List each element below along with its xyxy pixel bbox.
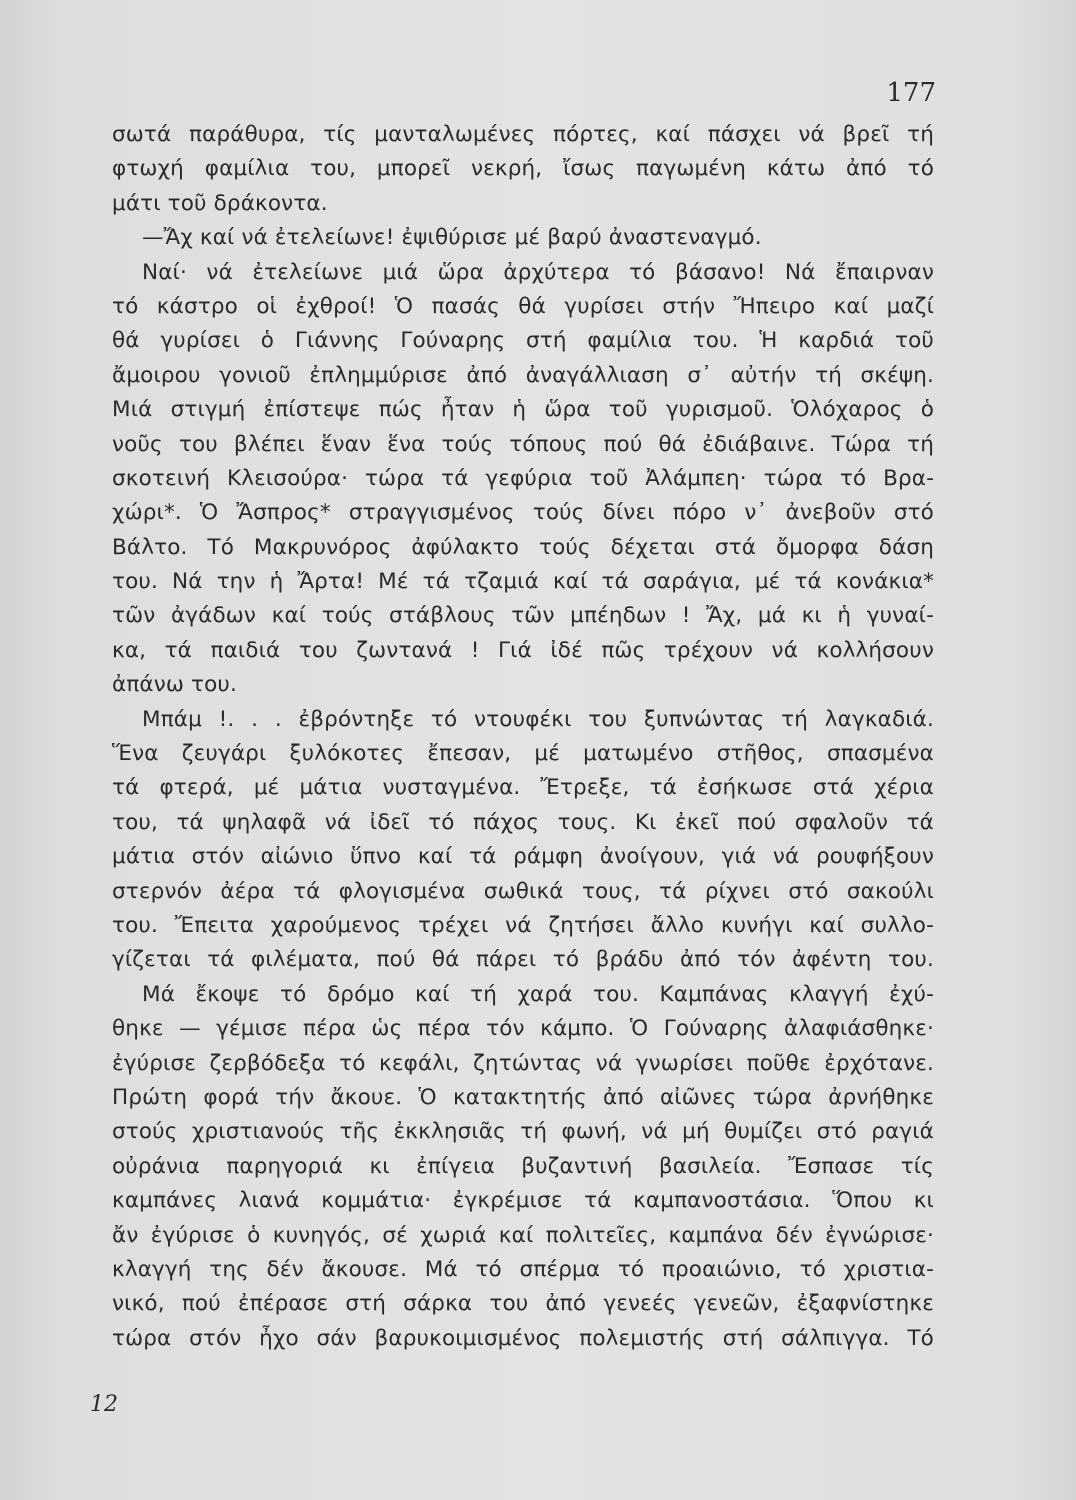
text-line: του. Ἔπειτα χαρούμενος τρέχει νά ζητήσει ἄλλο κυνήγι καί συλλο- xyxy=(112,912,934,938)
text-line: μάτια στόν αἰώνιο ὕπνο καί τά ράμφη ἀνοίγουν, γιά νά ρουφήξουν xyxy=(112,844,934,870)
text-line: κλαγγή της δέν ἄκουσε. Μά τό σπέρμα τό προαιώνιο, τό χριστια- xyxy=(112,1256,934,1282)
text-line: φτωχή φαμίλια του, μπορεῖ νεκρή, ἴσως παγωμένη κάτω ἀπό τό xyxy=(112,156,934,182)
text-line: ἄν ἐγύρισε ὁ κυνηγός, σέ χωριά καί πολιτεῖες, καμπάνα δέν ἐγνώρισε· xyxy=(112,1222,934,1248)
text-line: γίζεται τά φιλέματα, πού θά πάρει τό βράδυ ἀπό τόν ἀφέντη του. xyxy=(112,947,934,973)
text-line: τῶν ἀγάδων καί τούς στάβλους τῶν μπέηδων ! Ἄχ, μά κι ἡ γυναί- xyxy=(112,603,934,629)
text-line: τά φτερά, μέ μάτια νυσταγμένα. Ἔτρεξε, τά ἐσήκωσε στά χέρια xyxy=(112,775,934,801)
page-number: 177 xyxy=(886,78,936,108)
text-line: του, τά ψηλαφᾶ νά ἰδεῖ τό πάχος τους. Κι ἐκεῖ πού σφαλοῦν τά xyxy=(112,809,934,835)
text-line: καμπάνες λιανά κομμάτια· ἐγκρέμισε τά καμπανοστάσια. Ὅπου κι xyxy=(112,1188,934,1214)
text-line: στούς χριστιανούς τῆς ἐκκλησιᾶς τή φωνή, νά μή θυμίζει στό ραγιά xyxy=(112,1119,934,1145)
text-line: τώρα στόν ἦχο σάν βαρυκοιμισμένος πολεμιστής στή σάλπιγγα. Τό xyxy=(112,1325,934,1351)
text-line: —Ἄχ καί νά ἐτελείωνε! ἐψιθύρισε μέ βαρύ ἀναστεναγμό. xyxy=(142,225,762,251)
text-line: σκοτεινή Κλεισούρα· τώρα τά γεφύρια τοῦ Ἀλάμπεη· τώρα τό Βρα- xyxy=(112,465,934,491)
text-line: νοῦς του βλέπει ἕναν ἕνα τούς τόπους πού θά ἐδιάβαινε. Τώρα τή xyxy=(112,431,934,457)
text-line: Μά ἔκοψε τό δρόμο καί τή χαρά του. Καμπάνας κλαγγή ἐχύ- xyxy=(142,981,934,1007)
text-line: ἐγύρισε ζερβόδεξα τό κεφάλι, ζητώντας νά γνωρίσει ποῦθε ἐρχότανε. xyxy=(112,1050,934,1076)
text-line: οὐράνια παρηγοριά κι ἐπίγεια βυζαντινή βασιλεία. Ἔσπασε τίς xyxy=(112,1153,934,1179)
text-line: θά γυρίσει ὁ Γιάννης Γούναρης στή φαμίλια του. Ἡ καρδιά τοῦ xyxy=(112,328,934,354)
text-line: στερνόν ἀέρα τά φλογισμένα σωθικά τους, τά ρίχνει στό σακούλι xyxy=(112,878,934,904)
signature-mark: 12 xyxy=(90,1392,118,1417)
text-line: ἄμοιρου γονιοῦ ἐπλημμύρισε ἀπό ἀναγάλλιαση σ᾽ αὐτήν τή σκέψη. xyxy=(112,362,934,388)
text-line: σωτά παράθυρα, τίς μανταλωμένες πόρτες, καί πάσχει νά βρεῖ τή xyxy=(112,122,934,147)
text-line: κα, τά παιδιά του ζωντανά ! Γιά ἰδέ πῶς τρέχουν νά κολλήσουν xyxy=(112,637,934,663)
text-line: Ἕνα ζευγάρι ξυλόκοτες ἔπεσαν, μέ ματωμένο στῆθος, σπασμένα xyxy=(112,741,934,767)
text-line: Μπάμ !. . . ἐβρόντηξε τό ντουφέκι του ξυπνώντας τή λαγκαδιά. xyxy=(142,706,934,732)
text-line: Μιά στιγμή ἐπίστεψε πώς ἦταν ἡ ὥρα τοῦ γυρισμοῦ. Ὁλόχαρος ὁ xyxy=(112,397,934,423)
text-line: Βάλτο. Τό Μακρυνόρος ἀφύλακτο τούς δέχεται στά ὄμορφα δάση xyxy=(112,534,934,560)
text-line: νικό, πού ἐπέρασε στή σάρκα του ἀπό γενεές γενεῶν, ἐξαφνίστηκε xyxy=(112,1291,934,1317)
text-line: τό κάστρο οἱ ἐχθροί! Ὁ πασάς θά γυρίσει στήν Ἤπειρο καί μαζί xyxy=(112,293,934,319)
body-text xyxy=(112,118,934,1356)
text-line: ἀπάνω του. xyxy=(112,672,238,698)
text-line: θηκε — γέμισε πέρα ὡς πέρα τόν κάμπο. Ὁ Γούναρης ἀλαφιάσθηκε· xyxy=(112,1016,934,1042)
text-line: χώρι*. Ὁ Ἄσπρος* στραγγισμένος τούς δίνει πόρο ν᾽ ἀνεβοῦν στό xyxy=(112,500,934,526)
text-line: Ναί· νά ἐτελείωνε μιά ὥρα ἀρχύτερα τό βάσανο! Νά ἔπαιρναν xyxy=(142,259,934,285)
text-line: Πρώτη φορά τήν ἄκουε. Ὁ κατακτητής ἀπό αἰῶνες τώρα ἀρνήθηκε xyxy=(112,1084,934,1110)
text-line: του. Νά την ἡ Ἄρτα! Μέ τά τζαμιά καί τά σαράγια, μέ τά κονάκια* xyxy=(112,569,934,595)
text-line: μάτι τοῦ δράκοντα. xyxy=(112,190,328,216)
